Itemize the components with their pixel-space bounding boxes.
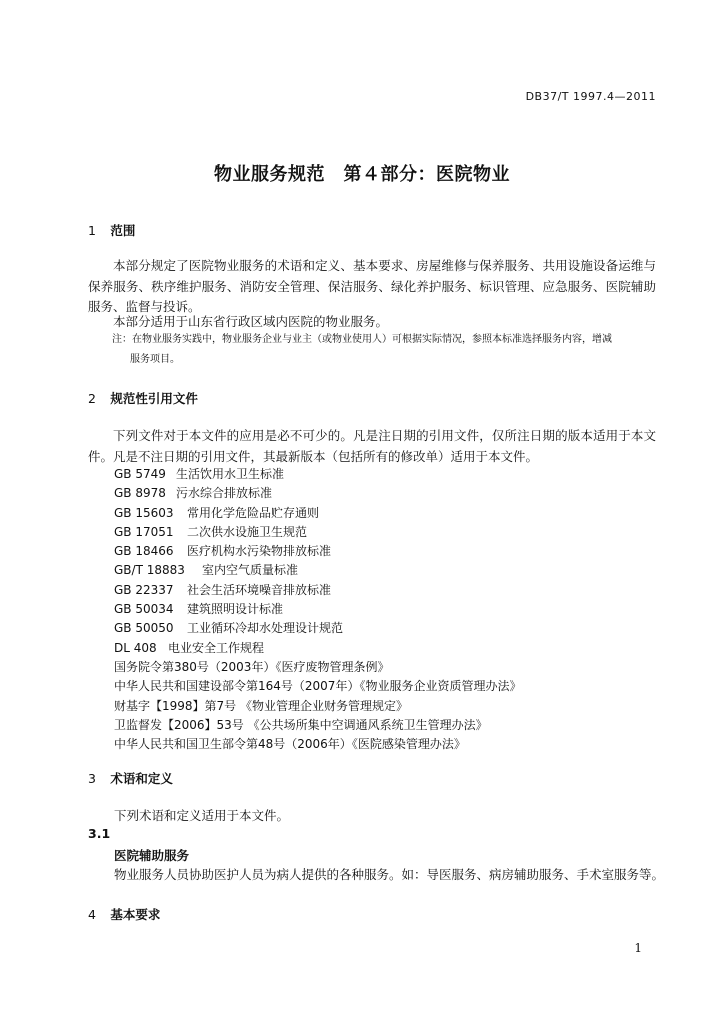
reference-code: DL 408: [114, 640, 157, 655]
reference-item: [114, 677, 521, 696]
reference-title: 常用化学危险品贮存通则: [187, 505, 320, 520]
section-number: 1: [88, 223, 96, 238]
section-3-heading: [88, 769, 173, 787]
reference-code: 中华人民共和国卫生部令第48号（2006年）: [114, 737, 352, 752]
reference-title: 生活饮用水卫生标准: [176, 467, 285, 481]
reference-title: 室内空气质量标准: [202, 563, 299, 578]
reference-title: 医疗机构水污染物排放标准: [187, 544, 332, 559]
reference-title: 《物业服务企业资质管理办法》: [359, 679, 522, 694]
reference-code: GB 17051: [114, 524, 174, 539]
reference-code: GB 15603: [114, 505, 174, 520]
reference-item: [114, 658, 521, 677]
reference-code: GB 22337: [114, 582, 174, 597]
reference-item: [114, 716, 521, 735]
reference-title: 《医院感染管理办法》: [351, 737, 466, 752]
reference-item: [114, 523, 521, 542]
reference-code: GB 50034: [114, 602, 174, 617]
reference-item: [114, 735, 521, 754]
reference-title: 建筑照明设计标准: [187, 602, 284, 617]
section-number: 2: [88, 391, 96, 406]
reference-item: [114, 465, 521, 484]
note-line: 服务项目。: [130, 354, 180, 365]
section-number: 3: [88, 771, 96, 786]
document-title: 物业服务规范 第４部分：医院物业: [214, 164, 510, 185]
reference-code: GB 18466: [114, 544, 174, 559]
page-number: 1: [634, 941, 642, 955]
section-title: 范围: [110, 223, 136, 238]
reference-item: [114, 581, 521, 600]
standard-code: DB37/T 1997.4—2011: [525, 90, 656, 103]
reference-code: 中华人民共和国建设部令第164号（2007年）: [114, 679, 360, 694]
reference-code: 卫监督发【2006】53号: [114, 717, 244, 732]
reference-title: 《医疗废物管理条例》: [275, 659, 390, 674]
reference-item: [114, 697, 521, 716]
terms-intro: 下列术语和定义适用于本文件。: [114, 808, 290, 823]
reference-code: 财基字【1998】第7号: [114, 698, 237, 713]
section-title: 规范性引用文件: [110, 391, 198, 406]
section-1-heading: [88, 221, 135, 239]
term-definition: 物业服务人员协助医护人员为病人提供的各种服务。如：导医服务、病房辅助服务、手术室服务等。: [114, 867, 665, 882]
section-title: 术语和定义: [110, 771, 173, 786]
term-name: 医院辅助服务: [114, 848, 190, 863]
reference-item: [114, 561, 521, 580]
section-4-heading: [88, 905, 160, 923]
reference-code: GB 50050: [114, 621, 174, 636]
reference-title: 社会生活环境噪音排放标准: [187, 582, 332, 597]
reference-title: 《物业管理企业财务管理规定》: [240, 698, 409, 713]
reference-title: 电业安全工作规程: [168, 640, 265, 655]
reference-item: [114, 542, 521, 561]
reference-item: [114, 504, 521, 523]
reference-code: GB/T 18883: [114, 563, 185, 578]
reference-title: 《公共场所集中空调通风系统卫生管理办法》: [247, 717, 488, 732]
reference-item: [114, 600, 521, 619]
reference-item: [114, 484, 521, 503]
scope-paragraph: 本部分规定了医院物业服务的术语和定义、基本要求、房屋维修与保养服务、共用设施设备运维与保养服务、秩序维护服务、消防安全管理、保洁服务、绿化养护服务、标识管理、应急服务、医院辅助服务、监督与投诉。: [88, 258, 656, 314]
reference-code: 国务院令第380号（2003年）: [114, 659, 276, 674]
scope-applicability: 本部分适用于山东省行政区域内医院的物业服务。: [113, 314, 389, 329]
reference-code: GB 8978: [114, 486, 166, 501]
reference-item: [114, 619, 521, 638]
scope-note: [112, 330, 656, 370]
references-intro: 下列文件对于本文件的应用是必不可少的。凡是注日期的引用文件，仅所注日期的版本适用于本文件。凡是不注日期的引用文件，其最新版本（包括所有的修改单）适用于本文件。: [88, 428, 656, 464]
reference-item: [114, 639, 521, 658]
section-2-heading: [88, 389, 198, 407]
note-line: 注：在物业服务实践中，物业服务企业与业主（或物业使用人）可根据实际情况，参照本标准选择服务内容，增减: [112, 334, 612, 345]
reference-code: GB 5749: [114, 467, 166, 481]
reference-list: [114, 465, 521, 754]
reference-title: 工业循环冷却水处理设计规范: [187, 621, 344, 636]
section-number: 4: [88, 907, 96, 922]
reference-title: 污水综合排放标准: [176, 486, 273, 501]
term-number: 3.1: [88, 826, 111, 841]
reference-title: 二次供水设施卫生规范: [187, 524, 308, 539]
section-title: 基本要求: [110, 907, 161, 922]
